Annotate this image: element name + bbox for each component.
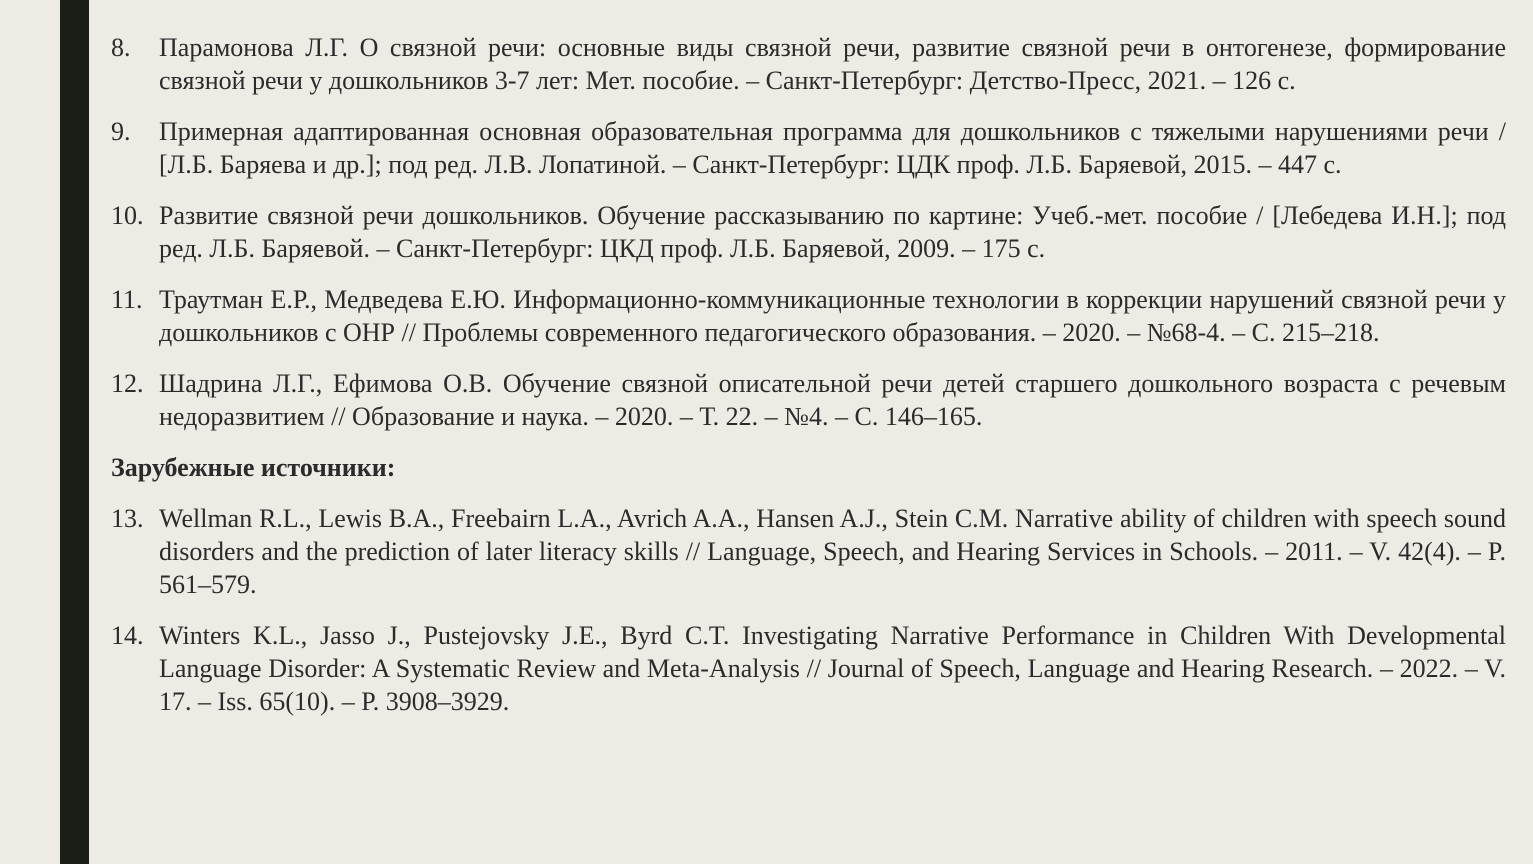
reference-number: 10. bbox=[111, 201, 144, 230]
reference-text: Примерная адаптированная основная образовательная программа для дошкольников с тяжелыми нарушениями речи / [Л.Б. Баряева и др.]; под ред. Л.В. Лопатиной. – Санкт-Петербург: ЦДК проф. Л.Б. Баряевой, 2015. – 447 с. bbox=[159, 117, 1506, 179]
reference-text: Winters K.L., Jasso J., Pustejovsky J.E., Byrd C.T. Investigating Narrative Performance in Children With Developmental Language Disorder: A Systematic Review and Meta-Analysis // Journal of Speech, Language and Hearing Research. – 2022. – V. 17. – Iss. 65(10). – P. 3908–3929. bbox=[159, 621, 1506, 716]
reference-text: Развитие связной речи дошкольников. Обучение рассказыванию по картине: Учеб.-мет. пособие / [Лебедева И.Н.]; под ред. Л.Б. Баряевой. – Санкт-Петербург: ЦКД проф. Л.Б. Баряевой, 2009. – 175 с. bbox=[159, 201, 1506, 263]
reference-text: Wellman R.L., Lewis B.A., Freebairn L.A., Avrich A.A., Hansen A.J., Stein C.M. Narrative ability of children with speech sound disorders and the prediction of later literacy skills // Language, Speech, and Hearing Services in Schools. – 2011. – V. 42(4). – P. 561–579. bbox=[159, 504, 1506, 599]
reference-number: 11. bbox=[111, 285, 143, 314]
reference-text: Шадрина Л.Г., Ефимова О.В. Обучение связной описательной речи детей старшего дошкольного возраста с речевым недоразвитием // Образование и наука. – 2020. – Т. 22. – №4. – С. 146–165. bbox=[159, 369, 1506, 431]
section-heading: Зарубежные источники: bbox=[111, 453, 396, 482]
reference-item bbox=[111, 199, 1506, 265]
reference-text: Траутман Е.Р., Медведева Е.Ю. Информационно-коммуникационные технологии в коррекции нарушений связной речи у дошкольников с ОНР // Проблемы современного педагогического образования. – 2020. – №68-4. – С. 215–218. bbox=[159, 285, 1506, 347]
reference-item bbox=[111, 31, 1506, 97]
reference-list bbox=[111, 31, 1506, 736]
reference-item bbox=[111, 367, 1506, 433]
reference-number: 14. bbox=[111, 621, 144, 650]
left-accent-bar bbox=[60, 0, 89, 864]
reference-text: Парамонова Л.Г. О связной речи: основные виды связной речи, развитие связной речи в онтогенезе, формирование связной речи у дошкольников 3-7 лет: Мет. пособие. – Санкт-Петербург: Детство-Пресс, 2021. – 126 с. bbox=[159, 33, 1506, 95]
reference-number: 12. bbox=[111, 369, 144, 398]
reference-item bbox=[111, 619, 1506, 718]
reference-item bbox=[111, 502, 1506, 601]
reference-number: 8. bbox=[111, 33, 131, 62]
reference-item bbox=[111, 115, 1506, 181]
reference-number: 13. bbox=[111, 504, 144, 533]
reference-item bbox=[111, 283, 1506, 349]
reference-number: 9. bbox=[111, 117, 131, 146]
